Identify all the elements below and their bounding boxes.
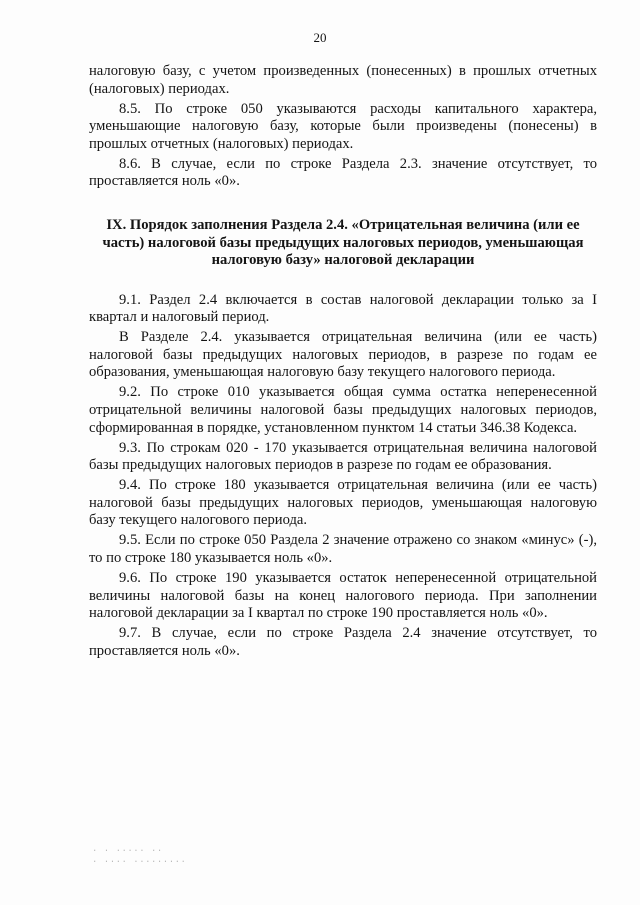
paragraph-8-6: 8.6. В случае, если по строке Раздела 2.3. значение отсутствует, то проставляется ноль «0». [89,155,597,190]
paragraph-8-5: 8.5. По строке 050 указываются расходы капитального характера, уменьшающие налоговую базу, которые были произведены (понесены) в прошлых отчетных (налоговых) периодах. [89,100,597,152]
paragraph-9-3: 9.3. По строкам 020 - 170 указывается отрицательная величина налоговой базы предыдущих налоговых периодов в разрезе по годам ее образования. [89,439,597,474]
section-heading: IX. Порядок заполнения Раздела 2.4. «Отрицательная величина (или ее часть) налоговой базы предыдущих налоговых периодов, уменьшающая налоговую базу» налоговой декларации [102,216,584,269]
faint-footer-stamp: · · ····· ·· · ···· ········· [92,846,187,867]
paragraph-9-6: 9.6. По строке 190 указывается остаток неперенесенной отрицательной величины налоговой базы на конец налогового периода. При заполнении налоговой декларации за I квартал по строке 190 проставляется ноль «0». [89,569,597,622]
page-number: 20 [313,30,327,45]
paragraph-section-2-4-scope: В Разделе 2.4. указывается отрицательная величина (или ее часть) налоговой базы предыдущих налоговых периодов, в разрезе по годам ее образования, уменьшающая налоговую базу текущего налогового периода. [89,329,597,381]
document-body [89,63,597,663]
paragraph-continuation: налоговую базу, с учетом произведенных (понесенных) в прошлых отчетных (налоговых) периодах. [89,63,597,97]
paragraph-9-5: 9.5. Если по строке 050 Раздела 2 значение отражено со знаком «минус» (-), то по строке 180 указывается ноль «0». [89,532,597,566]
paragraph-9-2: 9.2. По строке 010 указывается общая сумма остатка неперенесенной отрицательной величины налоговой базы предыдущих налоговых периодов, сформированная в порядке, установленном пунктом 14 статьи 346.38 Кодекса. [89,384,597,436]
paragraph-9-1: 9.1. Раздел 2.4 включается в состав налоговой декларации только за I квартал и налоговый период. [89,291,597,326]
paragraph-9-7: 9.7. В случае, если по строке Раздела 2.4 значение отсутствует, то проставляется ноль «0». [89,625,597,659]
paragraph-9-4: 9.4. По строке 180 указывается отрицательная величина (или ее часть) налоговой базы предыдущих налоговых периодов, уменьшающая налоговую базу текущего налогового периода. [89,477,597,529]
